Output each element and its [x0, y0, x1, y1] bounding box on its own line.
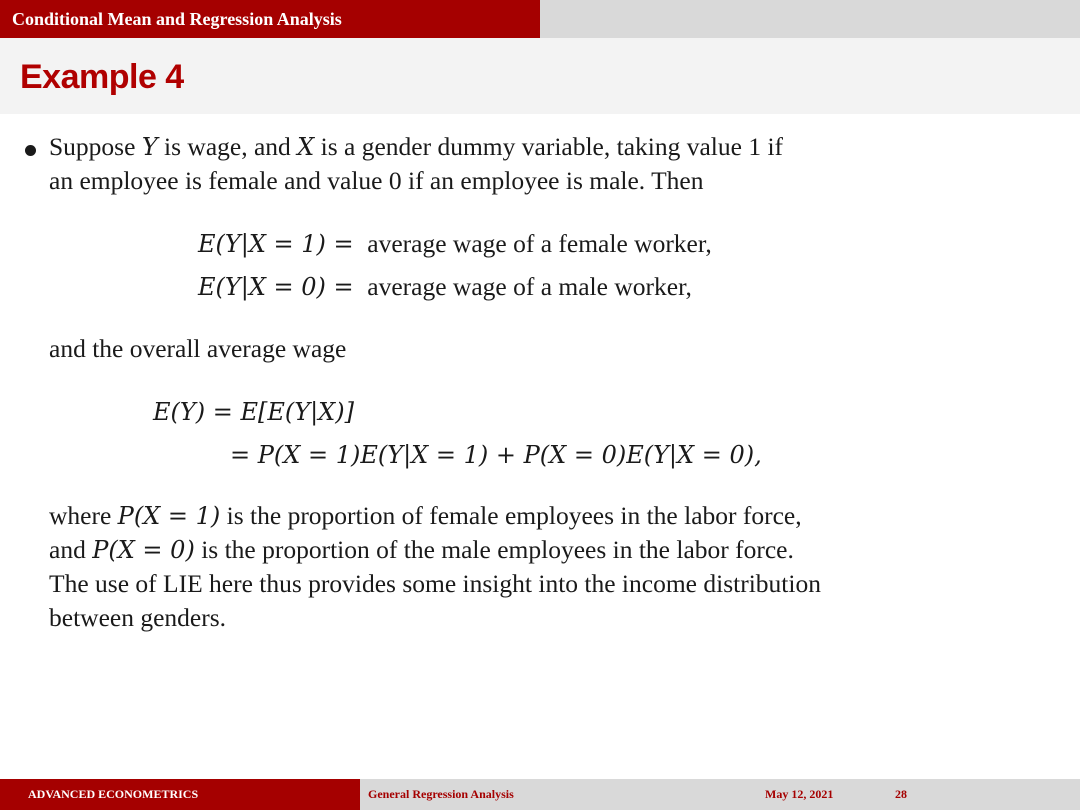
equation-male: [198, 270, 692, 304]
where-math-2: P(X = 0): [92, 536, 195, 564]
intro-text-c: is a gender dummy variable, taking value 1 if: [314, 132, 784, 161]
equation-lie-line-1: [153, 395, 354, 429]
where-text-a: where: [49, 501, 118, 530]
equation-lie-line-2: [230, 438, 762, 472]
section-title: Conditional Mean and Regression Analysis: [0, 0, 540, 38]
where-text-d: is the proportion of the male employees in the labor force.: [194, 535, 794, 564]
where-math-1: P(X = 1): [117, 502, 221, 530]
where-text-b: is the proportion of female employees in the labor force,: [220, 501, 802, 530]
page-number: 28: [895, 787, 907, 801]
eq2-lhs: E(Y|X = 0) =: [198, 273, 354, 301]
bullet-icon: [25, 145, 36, 156]
eq3-line-1: E(Y) = E[E(Y|X)]: [153, 398, 354, 426]
intro-text-a: Suppose: [49, 132, 142, 161]
title-bar: [0, 38, 1080, 114]
footer-bar: [0, 779, 1080, 810]
footer-course: ADVANCED ECONOMETRICS: [0, 779, 360, 810]
where-line-2: [49, 533, 969, 567]
eq1-rhs: average wage of a female worker,: [367, 229, 712, 258]
footer-right: [720, 779, 1080, 810]
slide-title: Example 4: [20, 58, 184, 96]
eq2-rhs: average wage of a male worker,: [367, 272, 692, 301]
intro-line-1: [49, 130, 969, 164]
overall-line: and the overall average wage: [49, 334, 347, 363]
where-paragraph: [49, 499, 969, 635]
overall-text: [49, 332, 969, 366]
intro-paragraph: [49, 130, 969, 198]
equation-female: [198, 227, 712, 261]
where-line-3: The use of LIE here thus provides some insight into the income distribution: [49, 569, 821, 598]
where-line-4: between genders.: [49, 603, 227, 632]
eq1-lhs: E(Y|X = 1) =: [198, 230, 354, 258]
eq3-line-2: = P(X = 1)E(Y|X = 1) + P(X = 0)E(Y|X = 0),: [230, 441, 762, 469]
where-line-1: [49, 499, 969, 533]
var-y: Y: [141, 133, 158, 161]
top-bar: [0, 0, 1080, 38]
where-text-c: and: [49, 535, 93, 564]
intro-line-2: an employee is female and value 0 if an employee is male. Then: [49, 166, 704, 195]
footer-lecture: General Regression Analysis: [368, 787, 514, 801]
var-x: X: [297, 133, 315, 161]
intro-text-b: is wage, and: [157, 132, 298, 161]
footer-date: May 12, 2021: [765, 787, 834, 801]
